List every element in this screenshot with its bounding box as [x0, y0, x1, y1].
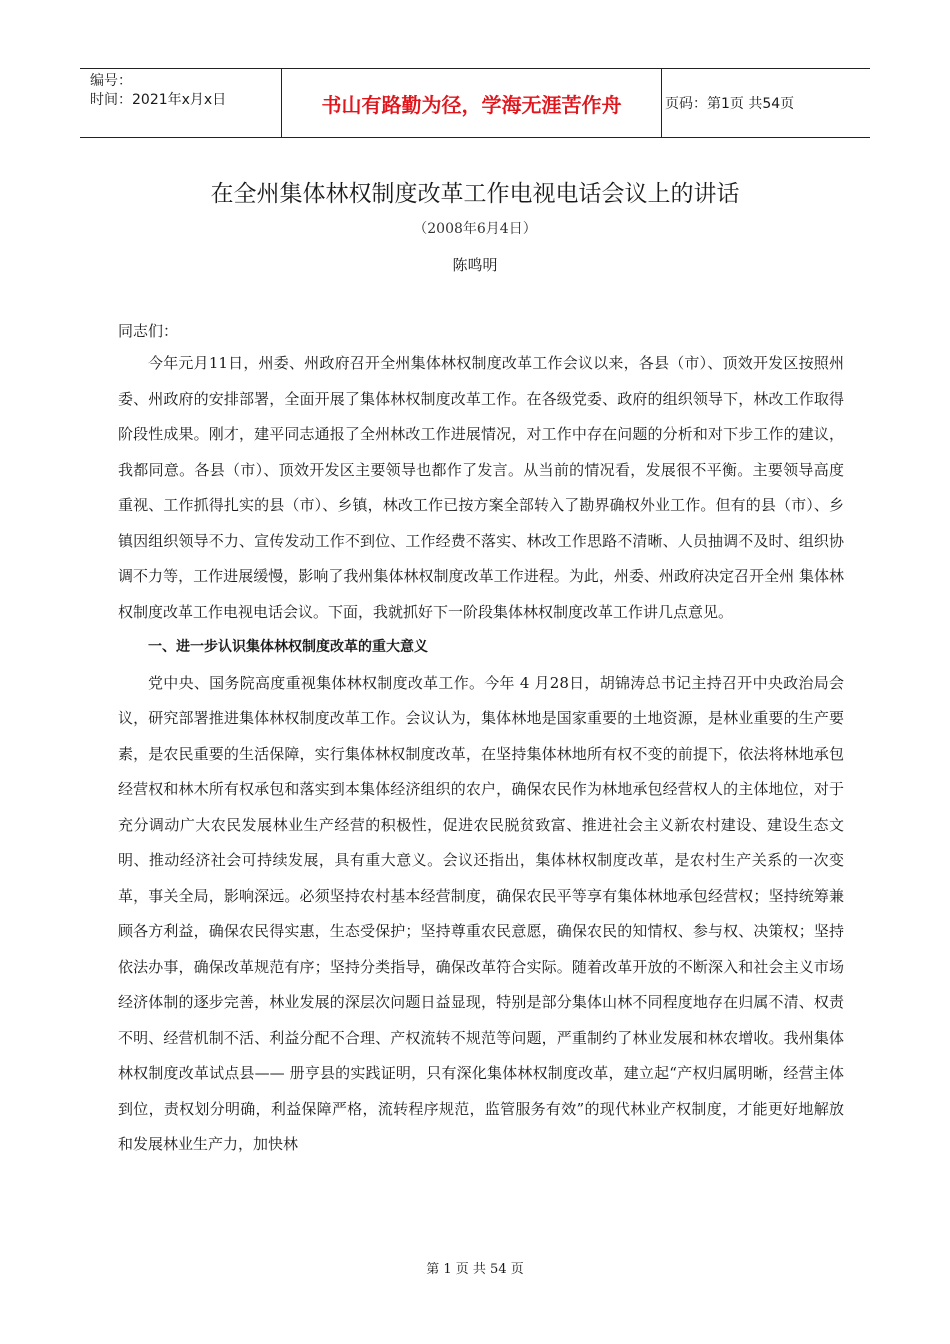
header-meta-cell [80, 69, 281, 137]
time-label: 时间：2021年x月x日 [90, 92, 227, 108]
salutation: 同志们： [118, 322, 179, 340]
document-header-table [80, 68, 870, 138]
body-paragraph: 今年元月11日，州委、州政府召开全州集体林权制度改革工作会议以来，各县（市）、顶效开发区按照州委、州政府的安排部署，全面开展了集体林权制度改革工作。在各级党委、政府的组织领导下，林改工作取得阶段性成果。刚才，建平同志通报了全州林改工作进展情况，对工作中存在问题的分析和对下步工作的建议，我都同意。各县（市）、顶效开发区主要领导也都作了发言。从当前的情况看，发展很不平衡。主要领导高度重视、工作抓得扎实的县（市）、乡镇，林改工作已按方案全部转入了勘界确权外业工作。但有的县（市）、乡镇因组织领导不力、宣传发动工作不到位、工作经费不落实、林改工作思路不清晰、人员抽调不及时、组织协调不力等，工作进展缓慢，影响了我州集体林权制度改革工作进程。为此，州委、州政府决定召开全州 集体林权制度改革工作电视电话会议。下面，我就抓好下一阶段集体林权制度改革工作讲几点意见。 [118, 354, 844, 621]
header-motto: 书山有路勤为径，学海无涯苦作舟 [281, 69, 662, 137]
section-heading: 一、进一步认识集体林权制度改革的重大意义 [148, 639, 428, 655]
document-author: 陈鸣明 [452, 256, 498, 274]
page-footer: 第 1 页 共 54 页 [426, 1262, 524, 1277]
document-date: （2008年6月4日） [413, 221, 537, 237]
document-title: 在全州集体林权制度改革工作电视电话会议上的讲话 [210, 181, 740, 207]
number-label: 编号： [90, 73, 132, 89]
header-page-info: 页码：第1页 共54页 [665, 96, 795, 112]
body-paragraph: 党中央、国务院高度重视集体林权制度改革工作。今年 4 月28日，胡锦涛总书记主持召开中央政治局会议，研究部署推进集体林权制度改革工作。会议认为，集体林地是国家重要的土地资源，是林业重要的生产要素，是农民重要的生活保障，实行集体林权制度改革，在坚持集体林地所有权不变的前提下，依法将林地承包经营权和林木所有权承包和落实到本集体经济组织的农户，确保农民作为林地承包经营权人的主体地位，对于充分调动广大农民发展林业生产经营的积极性，促进农民脱贫致富、推进社会主义新农村建设、建设生态文明、推动经济社会可持续发展，具有重大意义。会议还指出，集体林权制度改革，是农村生产关系的一次变革，事关全局，影响深远。必须坚持农村基本经营制度，确保农民平等享有集体林地承包经营权；坚持统筹兼顾各方利益，确保农民得实惠，生态受保护；坚持尊重农民意愿，确保农民的知情权、参与权、决策权；坚持依法办事，确保改革规范有序；坚持分类指导，确保改革符合实际。随着改革开放的不断深入和社会主义市场经济体制的逐步完善，林业发展的深层次问题日益显现，特别是部分集体山林不同程度地存在归属不清、权责不明、经营机制不活、利益分配不合理、产权流转不规范等问题，严重制约了林业发展和林农增收。我州集体林权制度改革试点县—— 册亨县的实践证明，只有深化集体林权制度改革，建立起“产权归属明晰，经营主体到位，责权划分明确，利益保障严格，流转程序规范，监管服务有效”的现代林业产权制度，才能更好地解放和发展林业生产力，加快林 [118, 673, 844, 1153]
document-body [118, 346, 844, 1163]
